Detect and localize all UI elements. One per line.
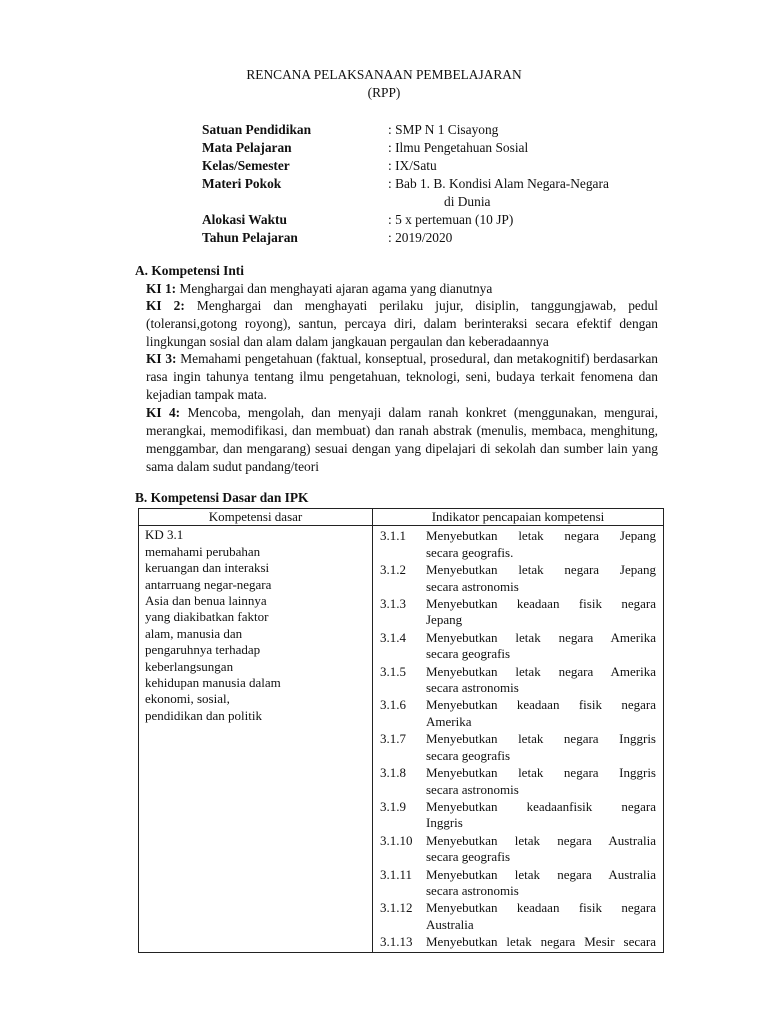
meta-row (202, 211, 672, 229)
ki-paragraph (146, 350, 658, 404)
indicator-text: secara geografis. (426, 544, 514, 560)
meta-label: Materi Pokok (202, 176, 282, 191)
ki-text: Memahami pengetahuan (faktual, konseptual, prosedural, dan metakognitif) berdasarkan rasa ingin tahunya tentang ilmu pengetahuan, teknologi, seni, budaya terkait fenomena dan kejadian tampak mata. (146, 351, 658, 402)
kd-cell (139, 526, 373, 952)
indicator-number: 3.1.5 (380, 663, 406, 679)
meta-label: Mata Pelajaran (202, 140, 292, 155)
kd-line: keberlangsungan (145, 658, 234, 674)
indicator-text: Menyebutkan keadaan fisik negara (426, 900, 656, 916)
meta-row-continuation (202, 193, 672, 211)
table-header: Kompetensi dasar (139, 509, 373, 526)
kd-line: kehidupan manusia dalam (145, 675, 281, 691)
indicator-number: 3.1.7 (380, 731, 406, 747)
indicator-item (374, 527, 662, 561)
section-a-heading: A. Kompetensi Inti (135, 263, 244, 278)
ki-label: KI 1: (146, 281, 177, 296)
indicator-text: Inggris (426, 815, 463, 831)
indicator-number: 3.1.13 (380, 934, 413, 950)
indicator-number: 3.1.10 (380, 832, 413, 848)
ki-label: KI 4: (146, 405, 181, 420)
indicator-text: secara geografis (426, 646, 511, 662)
competency-table (138, 508, 664, 953)
indicator-text: Menyebutkan letak negara Australia (426, 866, 656, 882)
kd-line: pengaruhnya terhadap (145, 642, 261, 658)
indicator-item (374, 696, 662, 730)
ki-text: Mencoba, mengolah, dan menyaji dalam ranah konkret (menggunakan, mengurai, merangkai, memodifikasi, dan membuat) dan ranah abstrak (menulis, membaca, menghitung, menggambar, dan mengarang) sesuai dengan yang dipelajari di sekolah dan sumber lain yang sama dalam sudut pandang/teori (146, 405, 658, 474)
table-row (139, 526, 664, 952)
meta-value: : SMP N 1 Cisayong (388, 122, 499, 137)
meta-row (202, 139, 672, 157)
table-header: Indikator pencapaian kompetensi (373, 509, 664, 526)
meta-value: : 5 x pertemuan (10 JP) (388, 212, 514, 227)
kd-line: ekonomi, sosial, (145, 691, 230, 707)
indicator-text: Menyebutkan letak negara Jepang (426, 562, 656, 578)
section-b-heading: B. Kompetensi Dasar dan IPK (135, 490, 309, 505)
kd-line: yang diakibatkan faktor (145, 609, 269, 625)
indicator-number: 3.1.9 (380, 798, 406, 814)
indicator-number: 3.1.3 (380, 596, 406, 612)
indicator-item (374, 933, 662, 950)
ki-text: Menghargai dan menghayati ajaran agama yang dianutnya (179, 281, 493, 296)
indicator-item (374, 561, 662, 595)
meta-value: : Ilmu Pengetahuan Sosial (388, 140, 529, 155)
indicator-text: Menyebutkan letak negara Mesir secara (426, 934, 656, 950)
ki-label: KI 2: (146, 298, 185, 313)
kd-line: Asia dan benua lainnya (145, 593, 267, 609)
meta-value: : Bab 1. B. Kondisi Alam Negara-Negara (388, 176, 609, 191)
ki-paragraph (146, 297, 658, 351)
indicator-item (374, 764, 662, 798)
kd-line: KD 3.1 (145, 527, 184, 543)
meta-label: Satuan Pendidikan (202, 122, 312, 137)
kd-line: keruangan dan interaksi (145, 560, 270, 576)
meta-row (202, 175, 672, 193)
meta-label: Alokasi Waktu (202, 212, 287, 227)
kd-line: memahami perubahan (145, 543, 261, 559)
ki-paragraph (146, 280, 658, 298)
indicator-number: 3.1.4 (380, 629, 406, 645)
indicator-text: Australia (426, 916, 474, 932)
indicator-item (374, 832, 662, 866)
indicator-number: 3.1.12 (380, 900, 413, 916)
doc-subtitle: (RPP) (367, 85, 401, 100)
meta-value: : IX/Satu (388, 158, 437, 173)
doc-title: RENCANA PELAKSANAAN PEMBELAJARAN (246, 67, 522, 82)
indicator-text: Menyebutkan letak negara Jepang (426, 528, 656, 544)
indicator-text: Menyebutkan letak negara Australia (426, 832, 656, 848)
materi-continuation: di Dunia (444, 194, 491, 209)
indicator-item (374, 629, 662, 663)
ki-label: KI 3: (146, 351, 177, 366)
indicator-text: Menyebutkan keadaan fisik negara (426, 596, 656, 612)
indicator-cell (373, 526, 664, 952)
indicator-item (374, 595, 662, 629)
kd-line: pendidikan dan politik (145, 707, 262, 723)
indicator-number: 3.1.6 (380, 697, 406, 713)
indicator-text: Menyebutkan keadaanfisik negara (426, 798, 656, 814)
meta-row (202, 157, 672, 175)
indicator-text: secara astronomis (426, 882, 519, 898)
table-header-row (139, 509, 664, 526)
indicator-item (374, 730, 662, 764)
indicator-item (374, 663, 662, 697)
indicator-text: Menyebutkan keadaan fisik negara (426, 697, 656, 713)
ki-paragraph (146, 404, 658, 476)
indicator-item (374, 798, 662, 832)
indicator-text: secara astronomis (426, 781, 519, 797)
kd-line: alam, manusia dan (145, 625, 243, 641)
indicator-text: secara geografis (426, 849, 511, 865)
meta-value: : 2019/2020 (388, 230, 453, 245)
indicator-text: Menyebutkan letak negara Amerika (426, 663, 656, 679)
indicator-number: 3.1.2 (380, 562, 406, 578)
indicator-text: secara astronomis (426, 680, 519, 696)
meta-label: Tahun Pelajaran (202, 230, 298, 245)
indicator-text: Amerika (426, 713, 472, 729)
meta-row (202, 229, 672, 247)
indicator-text: secara geografis (426, 747, 511, 763)
indicator-number: 3.1.11 (380, 866, 413, 882)
identity-block (202, 121, 672, 247)
indicator-item (374, 899, 662, 933)
kd-line: antarruang negar-negara (145, 576, 272, 592)
indicator-text: Menyebutkan letak negara Inggris (426, 765, 656, 781)
indicator-item (374, 866, 662, 900)
indicator-text: Jepang (426, 612, 463, 628)
indicator-number: 3.1.8 (380, 765, 406, 781)
meta-row (202, 121, 672, 139)
meta-label: Kelas/Semester (202, 158, 290, 173)
indicator-text: Menyebutkan letak negara Amerika (426, 629, 656, 645)
indicator-number: 3.1.1 (380, 528, 406, 544)
indicator-text: Menyebutkan letak negara Inggris (426, 731, 656, 747)
indicator-text: secara astronomis (426, 578, 519, 594)
ki-text: Menghargai dan menghayati perilaku jujur, disiplin, tanggungjawab, pedul (toleransi,gotong royong), santun, percaya diri, dalam berinteraksi secara efektif dengan lingkungan sosial dan alam dalam jangkauan pergaulan dan keberadaannya (146, 298, 658, 349)
